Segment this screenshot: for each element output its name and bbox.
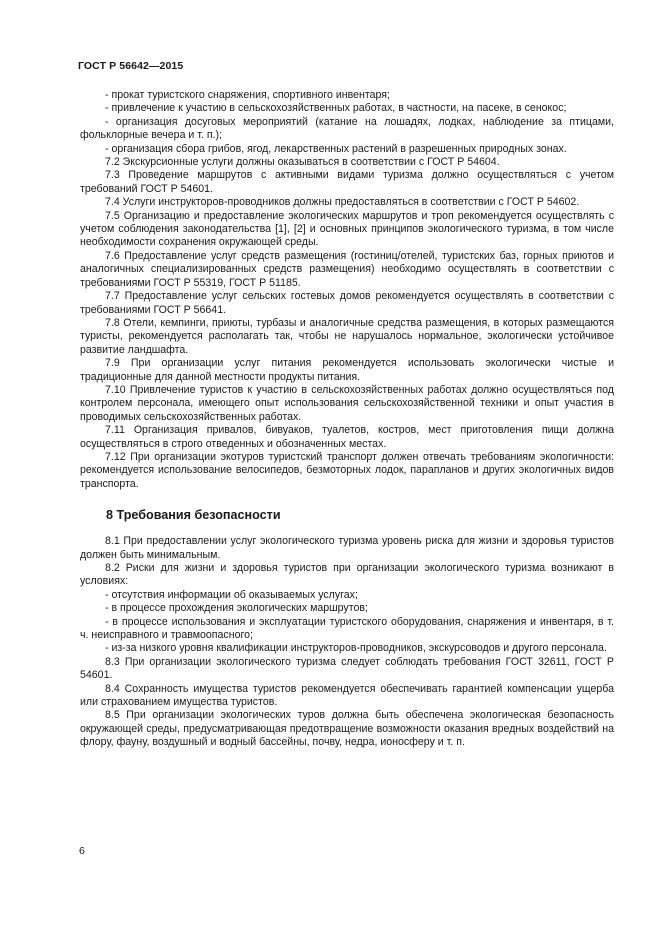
clause-8-4: 8.4 Сохранность имущества туристов рекомендуется обеспечивать гарантией компенсации ущерба или страхованием имущества туристов. [80, 682, 614, 709]
list-item: - привлечение к участию в сельскохозяйственных работах, в частности, на пасеке, в сенокос; [105, 102, 567, 115]
clause-7-6: 7.6 Предоставление услуг средств размещения (гостиниц/отелей, туристских баз, горных приютов и аналогичных специализированных средств размещения) необходимо осуществлять в соответствии с требованиями ГОСТ Р 55319, ГОСТ Р 51185. [80, 249, 614, 289]
clause-8-2: 8.2 Риски для жизни и здоровья туристов при организации экологического туризма возникают в условиях: [80, 562, 614, 588]
list-item: - прокат туристского снаряжения, спортивного инвентаря; [105, 89, 390, 101]
document-body [80, 89, 614, 750]
clause-7-9: 7.9 При организации услуг питания рекомендуется использовать экологически чистые и традиционные для данной местности продукты питания. [80, 357, 614, 383]
page-number: 6 [79, 845, 85, 857]
list-item: - отсутствия информации об оказываемых услугах; [105, 588, 358, 601]
list-item: - из-за низкого уровня квалификации инструкторов-проводников, экскурсоводов и другого персонала. [105, 642, 607, 655]
clause-7-10: 7.10 Привлечение туристов к участию в сельскохозяйственных работах должно осуществляться под контролем персонала, имеющего опыт использования сельскохозяйственной техники и опыт участия в проводимых сельскохозяйственных работах. [80, 383, 614, 423]
clause-8-5: 8.5 При организации экологических туров должна быть обеспечена экологическая безопасность окружающей среды, предусматривающая предотвращение возможности оказания вредных воздействий на флору, фауну, воздушный и водный бассейны, почву, недра, ионосферу и т. п. [80, 709, 614, 749]
clause-7-12: 7.12 При организации экотуров туристский транспорт должен отвечать требованиям экологичности: рекомендуется использование велосипедов, безмоторных лодок, парапланов и других экологичных видов транспорта. [80, 450, 614, 490]
clause-7-7: 7.7 Предоставление услуг сельских гостевых домов рекомендуется осуществлять в соответствии с требованиями ГОСТ Р 56641. [80, 290, 614, 316]
clause-8-3: 8.3 При организации экологического туризма следует соблюдать требования ГОСТ 32611, ГОСТ Р 54601. [80, 655, 614, 682]
list-item: - организация сбора грибов, ягод, лекарственных растений в разрешенных природных зонах. [105, 142, 567, 155]
clause-7-11: 7.11 Организация привалов, бивуаков, туалетов, костров, мест приготовления пищи должна осуществляться в строго отведенных и обозначенных местах. [80, 424, 614, 450]
clause-7-8: 7.8 Отели, кемпинги, приюты, турбазы и аналогичные средства размещения, в которых размещаются туристы, рекомендуется располагать так, чтобы не нарушалось нормальное, экологически устойчивое развитие ландшафта. [80, 316, 614, 356]
clause-7-5: 7.5 Организацию и предоставление экологических маршрутов и троп рекомендуется осуществлять с учетом соблюдения законодательства [1], [2] и основных принципов экологического туризма, в том числе необходимости сохранения окружающей среды. [80, 209, 614, 249]
clause-8-1: 8.1 При предоставлении услуг экологического туризма уровень риска для жизни и здоровья туристов должен быть минимальным. [80, 535, 614, 561]
clause-7-2: 7.2 Экскурсионные услуги должны оказываться в соответствии с ГОСТ Р 54604. [105, 156, 500, 169]
list-item: - в процессе прохождения экологических маршрутов; [105, 602, 368, 615]
clause-7-3: 7.3 Проведение маршрутов с активными видами туризма должно осуществляться с учетом требований ГОСТ Р 54601. [80, 169, 614, 195]
list-item: - организация досуговых мероприятий (катание на лошадях, лодках, наблюдение за птицами, фольклорные вечера и т. п.); [80, 115, 614, 142]
list-item: - в процессе использования и эксплуатации туристского оборудования, снаряжения и инвентаря, в т. ч. неисправного и травмоопасного; [80, 615, 614, 642]
document-header: ГОСТ Р 56642—2015 [78, 60, 184, 72]
clause-7-4: 7.4 Услуги инструкторов-проводников должны предоставляться в соответствии с ГОСТ Р 54602. [105, 196, 580, 209]
section-8-heading: 8 Требования безопасности [106, 508, 281, 523]
